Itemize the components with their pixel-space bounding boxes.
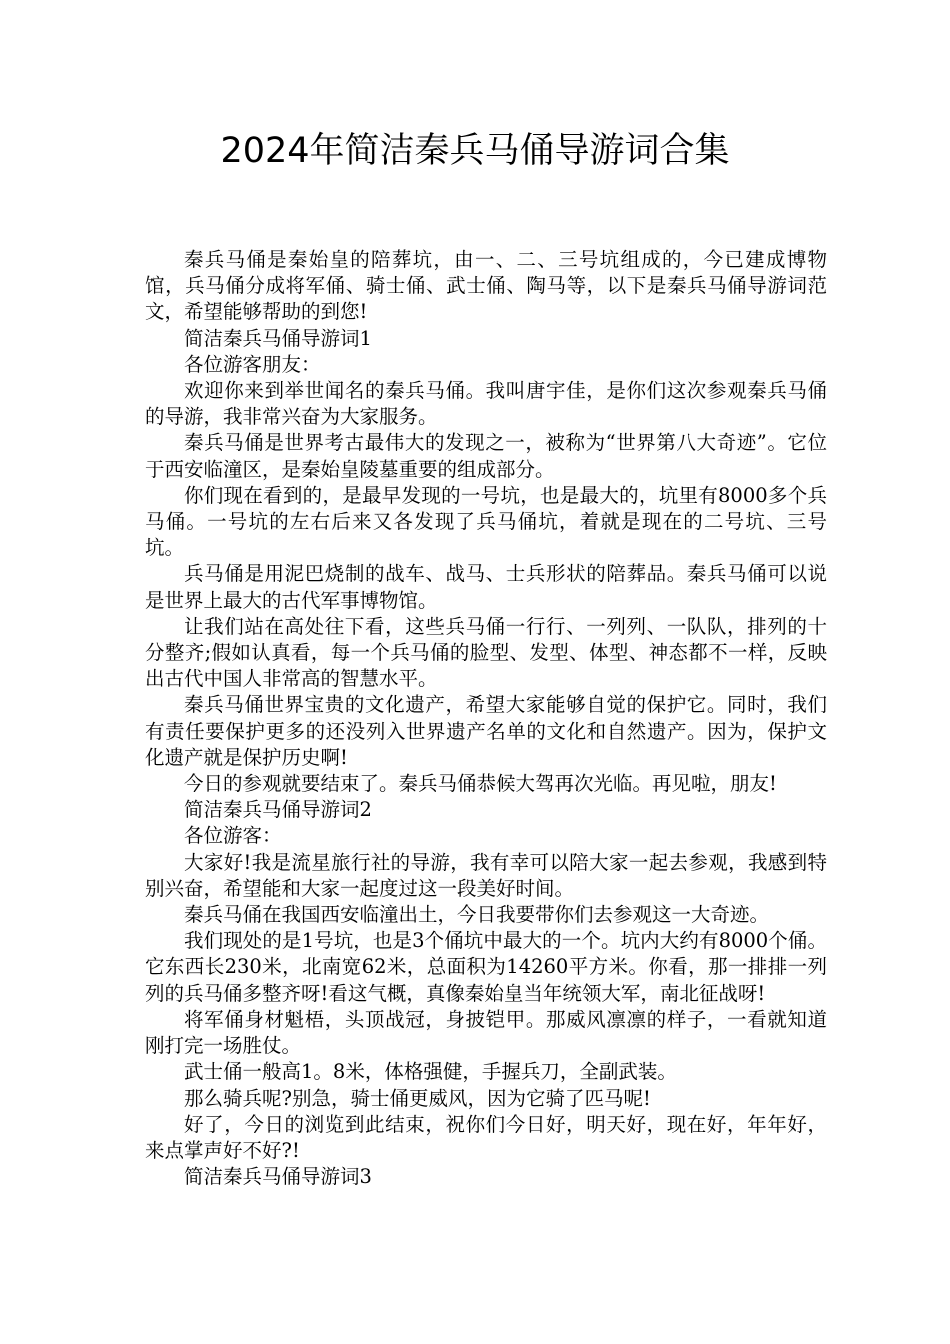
paragraph: 那么骑兵呢?别急，骑士俑更威风，因为它骑了匹马呢! bbox=[184, 1086, 651, 1110]
paragraph: 兵马俑是用泥巴烧制的战车、战马、士兵形状的陪葬品。秦兵马俑可以说是世界上最大的古代军事博物馆。 bbox=[145, 562, 827, 612]
paragraph: 秦兵马俑世界宝贵的文化遗产，希望大家能够自觉的保护它。同时，我们有责任要保护更多的还没列入世界遗产名单的文化和自然遗产。因为，保护文化遗产就是保护历史啊! bbox=[145, 693, 827, 769]
paragraph: 今日的参观就要结束了。秦兵马俑恭候大驾再次光临。再见啦，朋友! bbox=[184, 772, 777, 796]
section-heading-2: 简洁秦兵马俑导游词2 bbox=[184, 798, 372, 822]
greeting-1: 各位游客朋友： bbox=[184, 352, 321, 376]
paragraph: 你们现在看到的，是最早发现的一号坑，也是最大的，坑里有8000多个兵马俑。一号坑的左右后来又各发现了兵马俑坑，着就是现在的二号坑、三号坑。 bbox=[145, 483, 827, 560]
section-heading-3: 简洁秦兵马俑导游词3 bbox=[184, 1165, 372, 1189]
document-body bbox=[145, 247, 827, 1190]
document-title: 2024年简洁秦兵马俑导游词合集 bbox=[220, 131, 730, 171]
paragraph: 欢迎你来到举世闻名的秦兵马俑。我叫唐宇佳，是你们这次参观秦兵马俑的导游，我非常兴奋为大家服务。 bbox=[145, 379, 827, 429]
paragraph: 好了，今日的浏览到此结束，祝你们今日好，明天好，现在好，年年好，来点掌声好不好?! bbox=[145, 1112, 827, 1162]
paragraph: 秦兵马俑在我国西安临潼出土，今日我要带你们去参观这一大奇迹。 bbox=[184, 903, 770, 927]
greeting-2: 各位游客： bbox=[184, 824, 282, 848]
paragraph: 让我们站在高处往下看，这些兵马俑一行行、一列列、一队队，排列的十分整齐;假如认真看，每一个兵马俑的脸型、发型、体型、神态都不一样，反映出古代中国人非常高的智慧水平。 bbox=[145, 614, 827, 691]
paragraph: 将军俑身材魁梧，头顶战冠，身披铠甲。那威风凛凛的样子，一看就知道刚打完一场胜仗。 bbox=[145, 1007, 827, 1058]
paragraph: 大家好!我是流星旅行社的导游，我有幸可以陪大家一起去参观，我感到特别兴奋，希望能和大家一起度过这一段美好时间。 bbox=[145, 850, 827, 900]
section-heading-1: 简洁秦兵马俑导游词1 bbox=[184, 326, 372, 350]
intro-paragraph: 秦兵马俑是秦始皇的陪葬坑，由一、二、三号坑组成的，今已建成博物馆，兵马俑分成将军俑、骑士俑、武士俑、陶马等，以下是秦兵马俑导游词范文，希望能够帮助的到您! bbox=[145, 248, 827, 324]
paragraph: 我们现处的是1号坑，也是3个俑坑中最大的一个。坑内大约有8000个俑。它东西长230米，北南宽62米，总面积为14260平方米。你看，那一排排一列列的兵马俑多整齐呀!看这气概，真像秦始皇当年统领大军，南北征战呀! bbox=[145, 929, 827, 1005]
paragraph: 武士俑一般高1。8米，体格强健，手握兵刀，全副武装。 bbox=[184, 1060, 677, 1084]
paragraph: 秦兵马俑是世界考古最伟大的发现之一，被称为“世界第八大奇迹”。它位于西安临潼区，是秦始皇陵墓重要的组成部分。 bbox=[145, 431, 827, 481]
